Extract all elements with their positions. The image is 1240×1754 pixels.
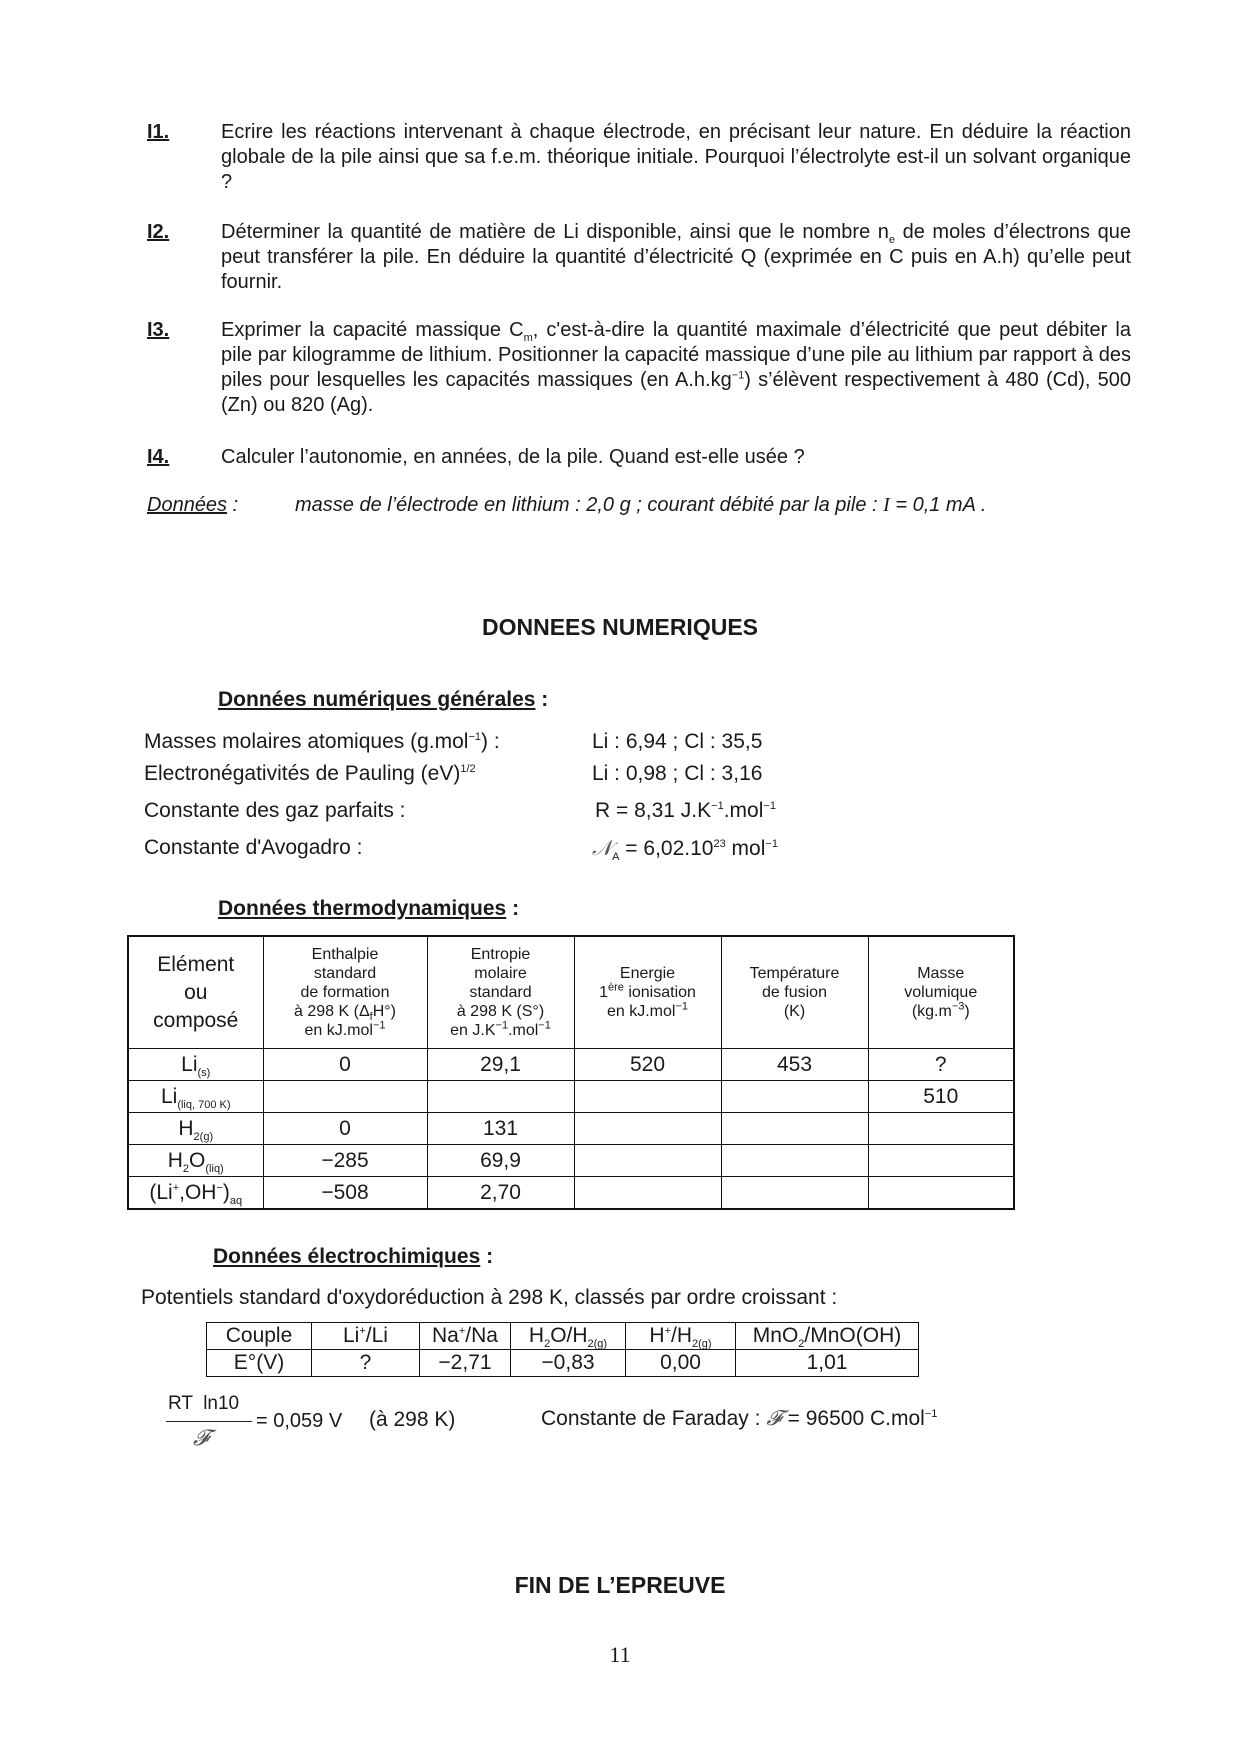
table-row (207, 1350, 919, 1377)
cell-temperature (721, 1145, 868, 1177)
couple-cell: Li+/Li (312, 1323, 420, 1350)
main-heading: DONNEES NUMERIQUES (481, 614, 759, 640)
formula-condition: (à 298 K) (369, 1408, 456, 1431)
cell-element: $H_{2(g)}$ (128, 1113, 263, 1145)
cell-enthalpie: −285 (263, 1145, 427, 1177)
cell-entropie: 29,1 (427, 1049, 574, 1081)
header-enthalpie: Enthalpie standard de formation à 298 K $(\Delta_fH^\circ)$ en kJ.mol$^{-1}$ (263, 936, 427, 1049)
general-value: Li : 6,94 ; Cl : 35,5 (592, 730, 763, 753)
cell-entropie (427, 1081, 574, 1113)
e-value: −2,71 (420, 1350, 511, 1377)
general-value: Li : 0,98 ; Cl : 3,16 (592, 762, 763, 785)
potentials-table (206, 1322, 919, 1377)
thermo-heading: Données thermodynamiques : (218, 897, 520, 920)
cell-enthalpie (263, 1081, 427, 1113)
cell-masse (868, 1177, 1014, 1210)
cell-temperature (721, 1081, 868, 1113)
question-text: Déterminer la quantité de matière de Li disponible, ainsi que le nombre $n_e$ de moles d’électrons que peut transférer la pile. En déduire la quantité d’électricité Q (exprimée en C puis en A.h) qu’elle peut fournir. (221, 221, 1131, 293)
page-number: 11 (609, 1642, 631, 1667)
general-label: Constante d'Avogadro : (144, 836, 363, 859)
general-label: Masses molaires atomiques (g.mol$^{-1}$) : (144, 730, 500, 753)
table-row (207, 1323, 919, 1350)
electro-intro: Potentiels standard d'oxydoréduction à 298 K, classés par ordre croissant : (141, 1286, 838, 1309)
cell-element: $H_2O_{(liq)}$ (128, 1145, 263, 1177)
couple-cell: Na+/Na (420, 1323, 511, 1350)
cell-masse (868, 1145, 1014, 1177)
header-masse: Masse volumique $(kg.m^{-3})$ (868, 936, 1014, 1049)
cell-temperature: 453 (721, 1049, 868, 1081)
table-header-row (128, 936, 1014, 1049)
cell-enthalpie: −508 (263, 1177, 427, 1210)
cell-enthalpie: 0 (263, 1113, 427, 1145)
general-value: R = 8,31 $J.K^{-1}.mol^{-1}$ (595, 799, 776, 822)
couple-cell: $H_2O/H_{2(g)}$ (511, 1323, 626, 1350)
formula-denominator: 𝓕 (193, 1425, 210, 1450)
faraday-constant: Constante de Faraday : 𝓕 = 96500 C.mol$^{-1}$ (541, 1406, 938, 1430)
general-value: 𝒩$_A$ = $6,02.10^{23}$ mol$^{-1}$ (592, 836, 778, 864)
table-row (128, 1113, 1014, 1145)
cell-energie (574, 1177, 721, 1210)
cell-element: $Li_{(liq, 700 K)}$ (128, 1081, 263, 1113)
question-number: I3. (147, 319, 170, 341)
table-row (128, 1049, 1014, 1081)
couple-cell: $H^+/H_{2(g)}$ (626, 1323, 736, 1350)
thermo-table (127, 935, 1015, 1210)
general-heading: Données numériques générales : (218, 688, 549, 711)
end-heading: FIN DE L’EPREUVE (514, 1572, 726, 1598)
question-text: Exprimer la capacité massique $C_m$, c'est-à-dire la quantité maximale d’électricité que peut débiter la pile par kilogramme de lithium. Positionner la capacité massique d’une pile au lithium par rapport à des piles pour lesquelles les capacités massiques (en $A.h.kg^{-1}$) s’élèvent respectivement à 480 (Cd), 500 (Zn) ou 820 (Ag). (221, 319, 1131, 416)
question-text: Calculer l’autonomie, en années, de la pile. Quand est-elle usée ? (221, 446, 805, 468)
header-temperature: Température de fusion (K) (721, 936, 868, 1049)
question-number: I2. (147, 221, 170, 243)
cell-masse: ? (868, 1049, 1014, 1081)
couple-label: Couple (207, 1323, 312, 1350)
cell-element: $(Li^+,OH^-)_{aq}$ (128, 1177, 263, 1210)
cell-entropie: 69,9 (427, 1145, 574, 1177)
cell-temperature (721, 1177, 868, 1210)
table-row (128, 1081, 1014, 1113)
e-value: 0,00 (626, 1350, 736, 1377)
cell-energie (574, 1113, 721, 1145)
donnees-text: masse de l’électrode en lithium : 2,0 g ; courant débité par la pile : I = 0,1 mA . (295, 494, 987, 516)
donnees-label: Données : (147, 494, 239, 516)
avogadro-symbol: 𝒩 (592, 836, 613, 860)
cell-temperature (721, 1113, 868, 1145)
general-label: Constante des gaz parfaits : (144, 799, 406, 822)
cell-energie: 520 (574, 1049, 721, 1081)
e-value: 1,01 (736, 1350, 919, 1377)
formula-result: = 0,059 V (256, 1410, 343, 1432)
cell-masse (868, 1113, 1014, 1145)
cell-energie (574, 1081, 721, 1113)
cell-element: $Li_{(s)}$ (128, 1049, 263, 1081)
e-value: ? (312, 1350, 420, 1377)
table-row (128, 1145, 1014, 1177)
electro-heading: Données électrochimiques : (213, 1245, 494, 1268)
formula-numerator: RT ln10 (168, 1393, 240, 1414)
e-value: −0,83 (511, 1350, 626, 1377)
cell-entropie: 131 (427, 1113, 574, 1145)
header-entropie: Entropie molaire standard à 298 K (S°) en $J.K^{-1}.mol^{-1}$ (427, 936, 574, 1049)
e-label: E°(V) (207, 1350, 312, 1377)
cell-energie (574, 1145, 721, 1177)
cell-enthalpie: 0 (263, 1049, 427, 1081)
general-label: Electronégativités de Pauling (eV)$^{1/2}$ (144, 762, 476, 785)
faraday-symbol: 𝓕 (766, 1406, 782, 1430)
formula-fraction-bar (166, 1421, 252, 1422)
header-element: Elément ou composé (128, 936, 263, 1049)
couple-cell: MnO$_2$/MnO(OH) (736, 1323, 919, 1350)
question-number: I4. (147, 446, 170, 468)
header-energie: Energie 1ère ionisation en kJ.mol$^{-1}$ (574, 936, 721, 1049)
table-row (128, 1177, 1014, 1210)
cell-entropie: 2,70 (427, 1177, 574, 1210)
question-number: I1. (147, 121, 170, 143)
question-text: Ecrire les réactions intervenant à chaque électrode, en précisant leur nature. En déduire la réaction globale de la pile ainsi que sa f.e.m. théorique initiale. Pourquoi l’électrolyte est-il un solvant organique ? (221, 121, 1131, 193)
cell-masse: 510 (868, 1081, 1014, 1113)
